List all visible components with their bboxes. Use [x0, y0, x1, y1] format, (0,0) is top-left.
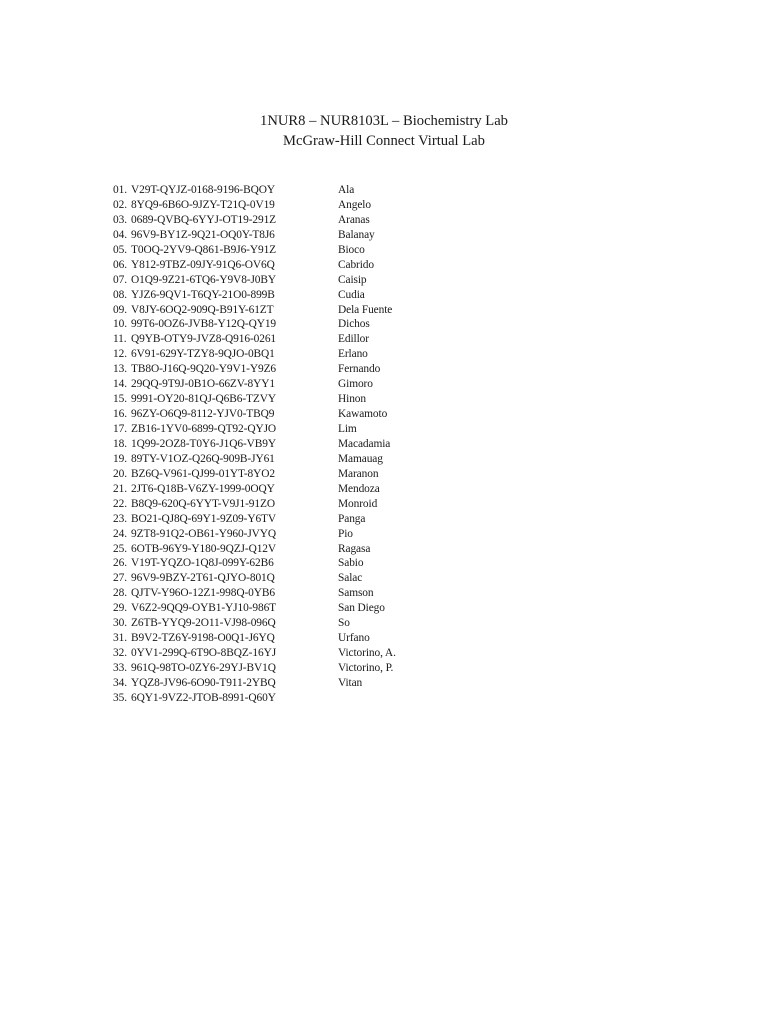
- access-code: 89TY-V1OZ-Q26Q-909B-JY61: [131, 452, 275, 465]
- access-code: V29T-QYJZ-0168-9196-BQOY: [131, 184, 275, 196]
- row-number: 02.: [113, 198, 127, 211]
- student-surname: Macadamia: [338, 437, 391, 450]
- row-number: 09.: [113, 303, 127, 316]
- row-number: 06.: [113, 258, 127, 271]
- roster-row: [113, 527, 553, 542]
- roster-row: [113, 691, 553, 706]
- access-code: O1Q9-9Z21-6TQ6-Y9V8-J0BY: [131, 273, 277, 286]
- access-code: QJTV-Y96O-12Z1-998Q-0YB6: [131, 587, 275, 600]
- student-surname: Cudia: [338, 288, 365, 301]
- row-number: 27.: [113, 572, 127, 585]
- student-surname: Salac: [338, 572, 363, 585]
- access-code: V8JY-6OQ2-909Q-B91Y-61ZT: [131, 303, 274, 316]
- access-code: 96V9-BY1Z-9Q21-OQ0Y-T8J6: [131, 228, 275, 241]
- roster-row: [113, 198, 553, 213]
- student-surname: Fernando: [338, 363, 381, 376]
- roster-row: [113, 556, 553, 571]
- access-code: 6V91-629Y-TZY8-9QJO-0BQ1: [131, 348, 275, 361]
- student-surname: Aranas: [338, 213, 370, 226]
- document-title: 1NUR8 – NUR8103L – Biochemistry Lab: [260, 113, 508, 129]
- roster-row: [113, 586, 553, 601]
- student-surname: Bioco: [338, 243, 365, 256]
- access-code: ZB16-1YV0-6899-QT92-QYJO: [131, 423, 277, 435]
- student-surname: Dichos: [338, 318, 370, 331]
- row-number: 35.: [113, 691, 127, 704]
- roster-row: [113, 243, 553, 258]
- access-code: V19T-YQZO-1Q8J-099Y-62B6: [131, 557, 274, 570]
- roster-row: [113, 407, 553, 422]
- roster-row: [113, 347, 553, 362]
- access-code: 6OTB-96Y9-Y180-9QZJ-Q12V: [131, 542, 277, 555]
- row-number: 25.: [113, 542, 127, 555]
- row-number: 33.: [113, 662, 127, 674]
- row-number: 28.: [113, 587, 127, 600]
- row-number: 11.: [113, 333, 127, 346]
- access-code: BO21-QJ8Q-69Y1-9Z09-Y6TV: [131, 512, 277, 525]
- row-number: 23.: [113, 512, 127, 525]
- student-surname: Ragasa: [338, 542, 371, 555]
- student-surname: Pio: [338, 527, 353, 540]
- student-surname: Samson: [338, 587, 374, 600]
- roster-row: [113, 303, 553, 318]
- access-code: Q9YB-OTY9-JVZ8-Q916-0261: [131, 333, 277, 346]
- access-code: V6Z2-9QQ9-OYB1-YJ10-986T: [131, 602, 277, 615]
- access-code: 0YV1-299Q-6T9O-8BQZ-16YJ: [131, 647, 277, 660]
- roster-row: [113, 512, 553, 527]
- student-surname: Maranon: [338, 467, 379, 480]
- roster-row: [113, 616, 553, 631]
- roster-row: [113, 332, 553, 347]
- access-code: 96ZY-O6Q9-8112-YJV0-TBQ9: [131, 408, 275, 421]
- roster-row: [113, 661, 553, 676]
- row-number: 01.: [113, 184, 127, 196]
- row-number: 24.: [113, 527, 127, 540]
- row-number: 32.: [113, 647, 127, 660]
- access-code: 961Q-98TO-0ZY6-29YJ-BV1Q: [131, 662, 276, 674]
- access-code: 6QY1-9VZ2-JTOB-8991-Q60Y: [131, 691, 276, 704]
- row-number: 17.: [113, 423, 127, 435]
- roster-row: [113, 228, 553, 243]
- row-number: 10.: [113, 318, 127, 331]
- roster-row: [113, 482, 553, 497]
- access-code: 1Q99-2OZ8-T0Y6-J1Q6-VB9Y: [131, 437, 277, 450]
- access-code: 29QQ-9T9J-0B1O-66ZV-8YY1: [131, 378, 275, 391]
- row-number: 18.: [113, 437, 127, 450]
- row-number: 21.: [113, 482, 127, 495]
- student-surname: Victorino, P.: [338, 662, 394, 674]
- roster-row: [113, 467, 553, 482]
- student-surname: Cabrido: [338, 258, 374, 271]
- access-code: Y812-9TBZ-09JY-91Q6-OV6Q: [131, 258, 275, 271]
- access-code: B8Q9-620Q-6YYT-V9J1-91ZO: [131, 497, 275, 510]
- document-subtitle: McGraw-Hill Connect Virtual Lab: [283, 133, 485, 149]
- access-code: 2JT6-Q18B-V6ZY-1999-0OQY: [131, 482, 275, 495]
- access-code: Z6TB-YYQ9-2O11-VJ98-096Q: [131, 617, 276, 630]
- roster-row: [113, 631, 553, 646]
- roster-row: [113, 392, 553, 407]
- row-number: 31.: [113, 632, 127, 645]
- roster-row: [113, 213, 553, 228]
- student-surname: Urfano: [338, 632, 370, 645]
- row-number: 34.: [113, 676, 127, 689]
- roster-row: [113, 273, 553, 288]
- row-number: 22.: [113, 497, 127, 510]
- student-surname: Edillor: [338, 333, 369, 346]
- student-surname: San Diego: [338, 602, 385, 615]
- access-code: 9991-OY20-81QJ-Q6B6-TZVY: [131, 393, 277, 406]
- row-number: 19.: [113, 452, 127, 465]
- student-surname: Erlano: [338, 348, 368, 361]
- student-surname: Mendoza: [338, 482, 380, 495]
- access-code-roster: [113, 183, 553, 706]
- roster-row: [113, 542, 553, 557]
- student-surname: Lim: [338, 423, 357, 435]
- student-surname: Mamauag: [338, 452, 383, 465]
- roster-row: [113, 377, 553, 392]
- student-surname: Dela Fuente: [338, 303, 393, 316]
- roster-row: [113, 571, 553, 586]
- roster-row: [113, 258, 553, 273]
- document-header: [0, 111, 768, 151]
- row-number: 26.: [113, 557, 127, 570]
- student-surname: Monroid: [338, 497, 378, 510]
- roster-row: [113, 362, 553, 377]
- roster-row: [113, 676, 553, 691]
- student-surname: Victorino, A.: [338, 647, 396, 660]
- row-number: 08.: [113, 288, 127, 301]
- roster-row: [113, 422, 553, 437]
- roster-row: [113, 452, 553, 467]
- roster-row: [113, 497, 553, 512]
- access-code: YJZ6-9QV1-T6QY-21O0-899B: [131, 288, 275, 301]
- row-number: 30.: [113, 617, 127, 630]
- row-number: 20.: [113, 467, 127, 480]
- access-code: BZ6Q-V961-QJ99-01YT-8YO2: [131, 467, 275, 480]
- access-code: T0OQ-2YV9-Q861-B9J6-Y91Z: [131, 243, 277, 256]
- row-number: 07.: [113, 273, 127, 286]
- access-code: 99T6-0OZ6-JVB8-Y12Q-QY19: [131, 318, 277, 331]
- row-number: 16.: [113, 408, 127, 421]
- access-code: 0689-QVBQ-6YYJ-OT19-291Z: [131, 213, 277, 226]
- access-code: 96V9-9BZY-2T61-QJYO-801Q: [131, 572, 275, 585]
- student-surname: Gimoro: [338, 378, 373, 391]
- roster-row: [113, 317, 553, 332]
- access-code: YQZ8-JV96-6O90-T911-2YBQ: [131, 676, 276, 689]
- access-code: B9V2-TZ6Y-9198-O0Q1-J6YQ: [131, 632, 275, 645]
- student-surname: Sabio: [338, 557, 364, 570]
- row-number: 15.: [113, 393, 127, 406]
- access-code: 9ZT8-91Q2-OB61-Y960-JVYQ: [131, 527, 277, 540]
- row-number: 12.: [113, 348, 127, 361]
- student-surname: Caisip: [338, 273, 367, 286]
- roster-row: [113, 183, 553, 198]
- row-number: 03.: [113, 213, 127, 226]
- student-surname: So: [338, 617, 350, 630]
- roster-row: [113, 437, 553, 452]
- student-surname: Kawamoto: [338, 408, 388, 421]
- student-surname: Angelo: [338, 198, 371, 211]
- student-surname: Ala: [338, 184, 355, 196]
- student-surname: Hinon: [338, 393, 366, 406]
- student-surname: Panga: [338, 512, 366, 525]
- row-number: 05.: [113, 243, 127, 256]
- roster-row: [113, 288, 553, 303]
- roster-row: [113, 646, 553, 661]
- row-number: 14.: [113, 378, 127, 391]
- access-code: TB8O-J16Q-9Q20-Y9V1-Y9Z6: [131, 363, 277, 376]
- access-code: 8YQ9-6B6O-9JZY-T21Q-0V19: [131, 198, 275, 211]
- roster-row: [113, 601, 553, 616]
- student-surname: Vitan: [338, 676, 363, 689]
- student-surname: Balanay: [338, 228, 375, 241]
- row-number: 13.: [113, 363, 127, 376]
- row-number: 29.: [113, 602, 127, 615]
- row-number: 04.: [113, 228, 127, 241]
